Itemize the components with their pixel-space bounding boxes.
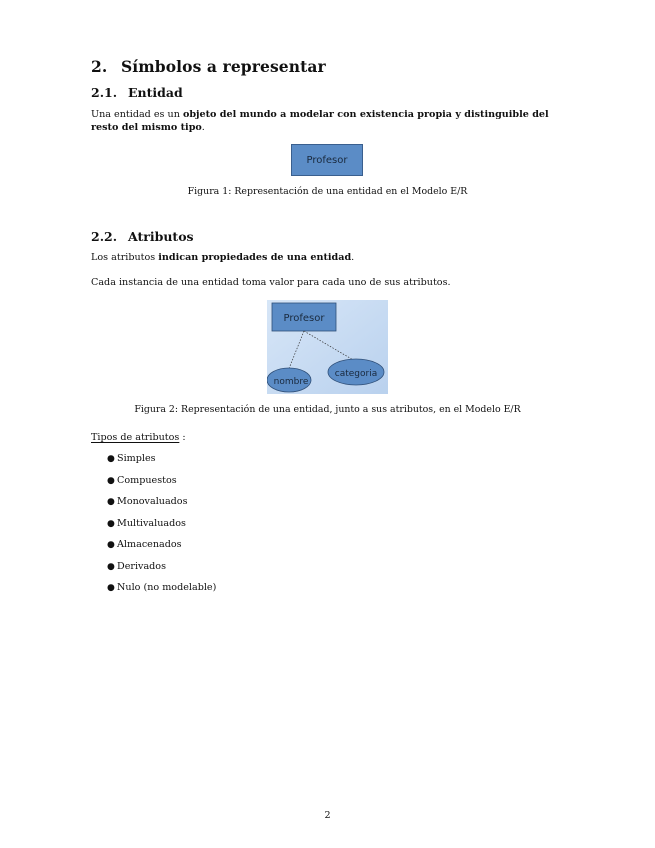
atributos-paragraph-1 (91, 251, 571, 264)
entity-figure-profesor: Profesor (291, 144, 363, 176)
list-item (107, 517, 216, 539)
list-item (107, 452, 216, 474)
entidad-text-end: . (201, 122, 205, 133)
list-item (107, 538, 216, 560)
bullet-icon: ● (107, 497, 115, 507)
attribute-types-list (107, 452, 216, 603)
types-label-text: Tipos de atributos (91, 432, 180, 443)
bullet-icon: ● (107, 518, 115, 529)
list-item-label: Compuestos (117, 474, 177, 486)
entity-attributes-figure (267, 300, 388, 394)
bullet-icon: ● (107, 583, 115, 593)
list-item (107, 581, 216, 603)
list-item-label: Simples (117, 453, 156, 464)
bullet-icon: ● (107, 475, 115, 486)
list-item-label: Nulo (no modelable) (117, 582, 217, 593)
list-item (107, 560, 216, 582)
list-item-label: Multivaluados (117, 517, 186, 529)
attribute-label-categoria: categoria (334, 369, 378, 379)
bullet-icon: ● (107, 540, 115, 550)
list-item-label: Almacenados (117, 539, 182, 550)
subsection-heading-atributos (91, 229, 194, 244)
list-item-label: Derivados (117, 560, 167, 572)
figure-2-caption: Figura 2: Representación de una entidad, junto a sus atributos, en el Modelo E/R (134, 404, 521, 415)
section-number: 2. (91, 57, 108, 76)
figure-1-caption: Figura 1: Representación de una entidad en el Modelo E/R (187, 186, 468, 197)
atributos-text: Los atributos (91, 252, 159, 263)
attribute-label-nombre: nombre (273, 377, 309, 387)
subsection-title: Entidad (128, 85, 183, 100)
entity-label: Profesor (283, 313, 325, 324)
page-number: 2 (324, 810, 331, 821)
entidad-paragraph (91, 108, 571, 134)
list-item-label: Monovaluados (117, 496, 188, 507)
atributos-text-end: . (351, 252, 355, 263)
subsection-number: 2.1. (91, 85, 118, 100)
entidad-text: Una entidad es un (91, 109, 183, 120)
list-item (107, 495, 216, 517)
bullet-icon: ● (107, 561, 115, 572)
list-item (107, 474, 216, 496)
subsection-number: 2.2. (91, 229, 118, 244)
section-title: Símbolos a representar (121, 57, 326, 76)
atributos-paragraph-2: Cada instancia de una entidad toma valor para cada uno de sus atributos. (91, 277, 451, 288)
types-label (91, 431, 571, 444)
entidad-bold-text: objeto del mundo a modelar con existencia propia y distinguible del resto del mismo tipo (91, 109, 549, 133)
subsection-title: Atributos (128, 229, 194, 244)
bullet-icon: ● (107, 454, 115, 464)
section-heading (91, 57, 326, 76)
subsection-heading-entidad (91, 85, 183, 100)
atributos-bold-text: indican propiedades de una entidad (158, 252, 352, 263)
types-label-colon: : (179, 432, 186, 443)
